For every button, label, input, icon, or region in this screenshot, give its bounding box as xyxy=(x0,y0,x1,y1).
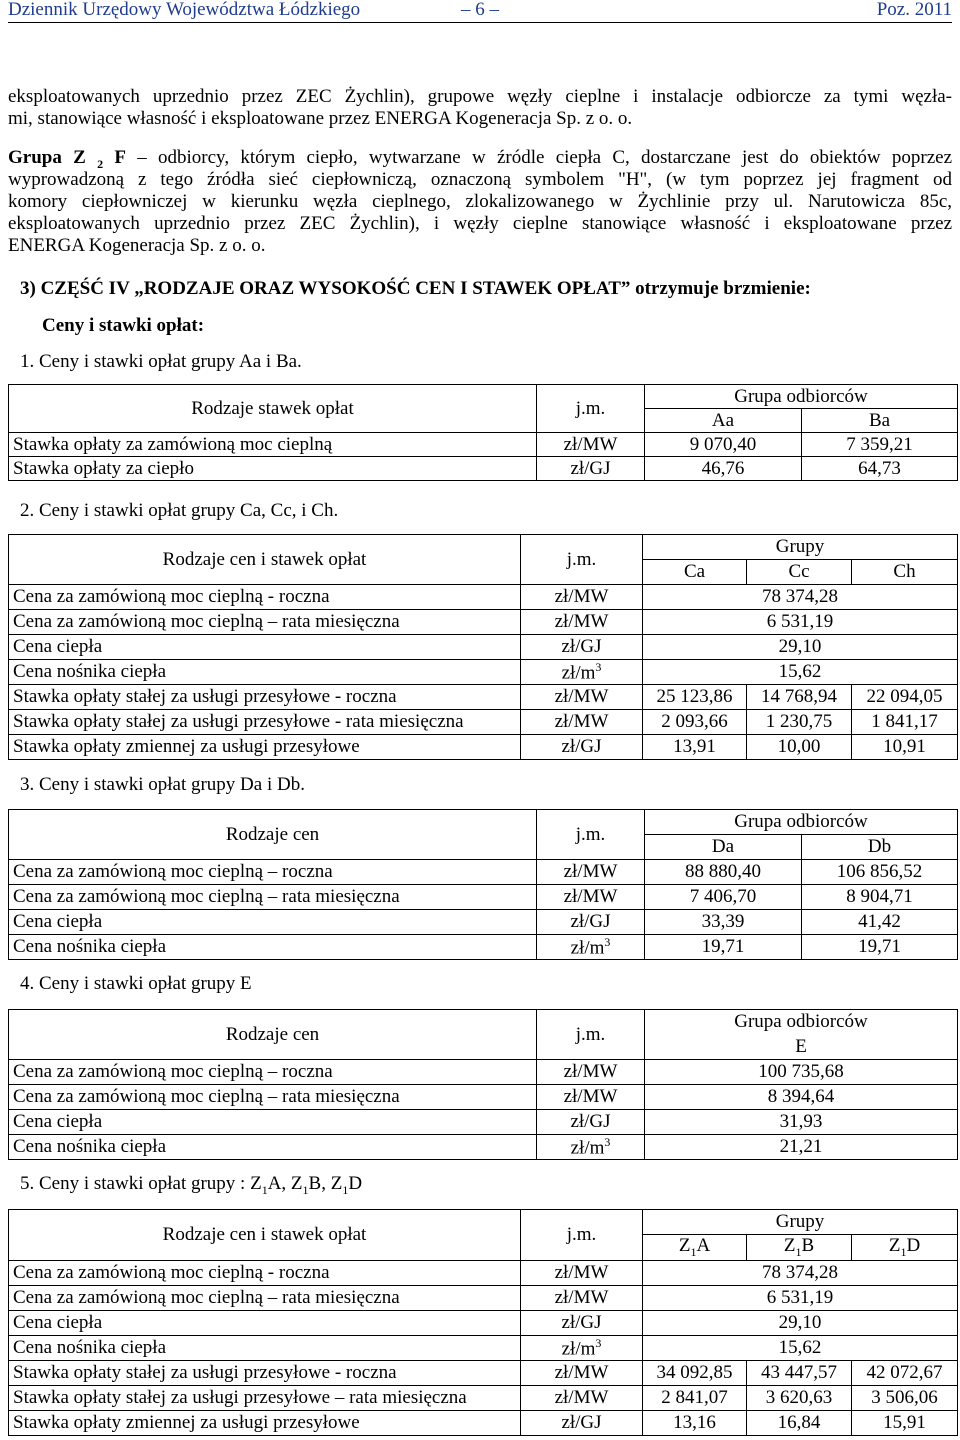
column-header: Cc xyxy=(747,560,852,585)
rate-unit: zł/GJ xyxy=(521,1310,643,1335)
rate-value: 21,21 xyxy=(645,1135,958,1160)
header-name: Rodzaje cen i stawek opłat xyxy=(9,535,521,585)
rate-name: Cena za zamówioną moc cieplną – rata miesięczna xyxy=(9,1285,521,1310)
rate-value: 2 093,66 xyxy=(643,710,747,735)
rate-value: 100 735,68 xyxy=(645,1060,958,1085)
table-row xyxy=(9,860,958,885)
rate-name: Cena nośnika ciepła xyxy=(9,1135,537,1160)
rate-value: 3 506,06 xyxy=(852,1386,958,1411)
rate-name: Cena ciepła xyxy=(9,635,521,660)
rate-value: 15,62 xyxy=(643,660,958,685)
rate-value: 15,62 xyxy=(643,1335,958,1360)
table-row xyxy=(9,660,958,685)
column-header: Db xyxy=(802,835,958,860)
rate-name: Cena ciepła xyxy=(9,1110,537,1135)
rate-value: 78 374,28 xyxy=(643,1260,958,1285)
rate-name: Cena za zamówioną moc cieplną – roczna xyxy=(9,860,537,885)
table5-caption: 5. Ceny i stawki opłat grupy : $Z_1A$, $Z_1B$, $Z_1D$ xyxy=(20,1173,363,1197)
rate-name: Cena za zamówioną moc cieplną – rata miesięczna xyxy=(9,610,521,635)
table-row xyxy=(9,610,958,635)
rate-unit: zł/MW xyxy=(521,1260,643,1285)
rate-unit: zł/MW xyxy=(537,860,645,885)
rate-value: 78 374,28 xyxy=(643,585,958,610)
header-unit: j.m. xyxy=(537,1010,645,1060)
rate-value: 7 406,70 xyxy=(645,885,802,910)
rate-name: Cena nośnika ciepła xyxy=(9,660,521,685)
rate-name: Cena za zamówioną moc cieplną – rata miesięczna xyxy=(9,885,537,910)
rate-value: 3 620,63 xyxy=(747,1386,852,1411)
intro-line: mi, stanowiące własność i eksploatowane przez ENERGA Kogeneracja Sp. z o. o. xyxy=(8,108,633,129)
column-header: E xyxy=(645,1035,958,1060)
rate-value: 43 447,57 xyxy=(747,1361,852,1386)
rate-value: 88 880,40 xyxy=(645,860,802,885)
table-row xyxy=(9,1310,958,1335)
table-row xyxy=(9,885,958,910)
table-row xyxy=(9,635,958,660)
table-da-db xyxy=(8,809,958,960)
column-header: Ca xyxy=(643,560,747,585)
header-name: Rodzaje cen i stawek opłat xyxy=(9,1210,521,1261)
table-row xyxy=(9,1060,958,1085)
rate-unit: zł/GJ xyxy=(537,457,645,481)
rate-name: Stawka opłaty za ciepło xyxy=(9,457,537,481)
group-z2f-line: wyprowadzoną z tego źródła sieć ciepłowniczą, oznaczoną symbolem "H", (w tym poprzez jej fragment od xyxy=(8,169,952,190)
rate-value: 6 531,19 xyxy=(643,610,958,635)
rate-unit: $zł/m^3$ xyxy=(537,1135,645,1160)
header-group: Grupy xyxy=(643,1210,958,1235)
rate-unit: zł/GJ xyxy=(537,910,645,935)
column-header: Ch xyxy=(852,560,958,585)
table-row xyxy=(9,735,958,760)
rate-unit: zł/GJ xyxy=(521,635,643,660)
table-row xyxy=(9,1386,958,1411)
rate-unit: zł/MW xyxy=(537,433,645,457)
rate-name: Stawka opłaty stałej za usługi przesyłowe – rata miesięczna xyxy=(9,1386,521,1411)
rate-value: 1 841,17 xyxy=(852,710,958,735)
section-subtitle: Ceny i stawki opłat: xyxy=(42,315,205,336)
group-z2f-paragraph xyxy=(8,147,952,257)
rate-unit: zł/MW xyxy=(521,710,643,735)
rate-value: 42 072,67 xyxy=(852,1361,958,1386)
rate-value: 8 904,71 xyxy=(802,885,958,910)
rate-value: 34 092,85 xyxy=(643,1361,747,1386)
column-header: Aa xyxy=(645,409,802,433)
table-aa-ba xyxy=(8,384,958,481)
journal-title: Dziennik Urzędowy Województwa Łódzkiego xyxy=(8,0,361,20)
table-row xyxy=(9,1361,958,1386)
group-z2f-label: Grupa Z $_2$ F xyxy=(8,147,126,171)
rate-unit: $zł/m^3$ xyxy=(521,1335,643,1360)
column-header: Ba xyxy=(802,409,958,433)
rate-name: Cena ciepła xyxy=(9,1310,521,1335)
rate-name: Cena ciepła xyxy=(9,910,537,935)
rate-value: 2 841,07 xyxy=(643,1386,747,1411)
header-name: Rodzaje cen xyxy=(9,810,537,860)
table-row xyxy=(9,685,958,710)
rate-unit: zł/MW xyxy=(521,1285,643,1310)
table3-caption: 3. Ceny i stawki opłat grupy Da i Db. xyxy=(20,774,305,795)
rate-unit: zł/MW xyxy=(537,1085,645,1110)
rate-value: 25 123,86 xyxy=(643,685,747,710)
column-header: $Z_1D$ xyxy=(852,1235,958,1261)
rate-unit: zł/GJ xyxy=(521,735,643,760)
rate-unit: zł/MW xyxy=(537,885,645,910)
rate-unit: $zł/m^3$ xyxy=(537,935,645,960)
rate-value: 13,91 xyxy=(643,735,747,760)
rate-name: Cena nośnika ciepła xyxy=(9,935,537,960)
rate-value: 29,10 xyxy=(643,1310,958,1335)
rate-value: 8 394,64 xyxy=(645,1085,958,1110)
rate-value: 41,42 xyxy=(802,910,958,935)
rate-unit: zł/MW xyxy=(537,1060,645,1085)
intro-line: eksploatowanych uprzednio przez ZEC Żychlin), grupowe węzły cieplne i instalacje odbiorcze za tymi węzła- xyxy=(8,86,952,107)
table-z1 xyxy=(8,1209,958,1436)
group-z2f-line: Grupa Z $_2$ F – odbiorcy, którym ciepło, wytwarzane w źródle ciepła C, dostarczane jest do obiektów poprzez xyxy=(8,147,953,171)
rate-value: 13,16 xyxy=(643,1411,747,1436)
rate-value: 33,39 xyxy=(645,910,802,935)
header-group: Grupa odbiorców xyxy=(645,810,958,835)
intro-paragraph xyxy=(8,86,952,130)
rate-value: 31,93 xyxy=(645,1110,958,1135)
rate-value: 7 359,21 xyxy=(802,433,958,457)
section-title: 3) CZĘŚĆ IV „RODZAJE ORAZ WYSOKOŚĆ CEN I STAWEK OPŁAT” otrzymuje brzmienie: xyxy=(20,278,811,299)
rate-unit: zł/MW xyxy=(521,610,643,635)
table-row xyxy=(9,1110,958,1135)
table-row xyxy=(9,910,958,935)
group-z2f-line: komory ciepłowniczej w kierunku węzła cieplnego, zlokalizowanego w Żychlinie przy ul. Narutowicza 85c, xyxy=(8,191,952,212)
rate-unit: $zł/m^3$ xyxy=(521,660,643,685)
rate-name: Cena za zamówioną moc cieplną – roczna xyxy=(9,1060,537,1085)
header-unit: j.m. xyxy=(537,810,645,860)
table-ca-cc-ch xyxy=(8,534,958,760)
rate-value: 22 094,05 xyxy=(852,685,958,710)
rate-value: 10,91 xyxy=(852,735,958,760)
rate-unit: zł/GJ xyxy=(537,1110,645,1135)
table-row xyxy=(9,1411,958,1436)
column-header: $Z_1B$ xyxy=(747,1235,852,1261)
header-name: Rodzaje cen xyxy=(9,1010,537,1060)
header-group: Grupy xyxy=(643,535,958,560)
header-unit: j.m. xyxy=(521,1210,643,1261)
rate-unit: zł/GJ xyxy=(521,1411,643,1436)
rate-value: 64,73 xyxy=(802,457,958,481)
rate-value: 19,71 xyxy=(645,935,802,960)
rate-value: 106 856,52 xyxy=(802,860,958,885)
table2-caption: 2. Ceny i stawki opłat grupy Ca, Cc, i Ch. xyxy=(20,500,339,521)
rate-value: 15,91 xyxy=(852,1411,958,1436)
rate-value: 10,00 xyxy=(747,735,852,760)
table-row xyxy=(9,433,958,457)
rate-name: Cena nośnika ciepła xyxy=(9,1335,521,1360)
table-row xyxy=(9,1135,958,1160)
column-header: $Z_1A$ xyxy=(643,1235,747,1261)
table4-caption: 4. Ceny i stawki opłat grupy E xyxy=(20,973,252,994)
table-row xyxy=(9,1335,958,1360)
table-row xyxy=(9,1285,958,1310)
rate-value: 9 070,40 xyxy=(645,433,802,457)
page-number: – 6 – xyxy=(461,0,499,20)
page-header xyxy=(8,0,952,23)
header-unit: j.m. xyxy=(537,385,645,433)
header-unit: j.m. xyxy=(521,535,643,585)
rate-name: Cena za zamówioną moc cieplną - roczna xyxy=(9,1260,521,1285)
rate-unit: zł/MW xyxy=(521,685,643,710)
table-row xyxy=(9,1260,958,1285)
rate-name: Stawka opłaty zmiennej za usługi przesyłowe xyxy=(9,1411,521,1436)
rate-name: Cena za zamówioną moc cieplną - roczna xyxy=(9,585,521,610)
rate-value: 16,84 xyxy=(747,1411,852,1436)
table-row xyxy=(9,1085,958,1110)
rate-value: 14 768,94 xyxy=(747,685,852,710)
group-z2f-line: eksploatowanych uprzednio przez ZEC Żychlin), i węzły cieplne stanowiące własność i eksploatowane przez xyxy=(8,213,952,234)
column-header: Da xyxy=(645,835,802,860)
rate-name: Stawka opłaty za zamówioną moc cieplną xyxy=(9,433,537,457)
rate-name: Stawka opłaty stałej za usługi przesyłowe - rata miesięczna xyxy=(9,710,521,735)
table-e xyxy=(8,1009,958,1160)
rate-name: Stawka opłaty zmiennej za usługi przesyłowe xyxy=(9,735,521,760)
rate-name: Stawka opłaty stałej za usługi przesyłowe - roczna xyxy=(9,685,521,710)
rate-unit: zł/MW xyxy=(521,585,643,610)
rate-unit: zł/MW xyxy=(521,1386,643,1411)
rate-value: 1 230,75 xyxy=(747,710,852,735)
rate-name: Stawka opłaty stałej za usługi przesyłowe - roczna xyxy=(9,1361,521,1386)
rate-unit: zł/MW xyxy=(521,1361,643,1386)
header-group: Grupa odbiorców xyxy=(645,1010,958,1035)
rate-value: 19,71 xyxy=(802,935,958,960)
group-z2f-line: ENERGA Kogeneracja Sp. z o. o. xyxy=(8,235,266,256)
table-row xyxy=(9,935,958,960)
rate-value: 6 531,19 xyxy=(643,1285,958,1310)
table1-caption: 1. Ceny i stawki opłat grupy Aa i Ba. xyxy=(20,351,302,372)
rate-value: 29,10 xyxy=(643,635,958,660)
table-row xyxy=(9,710,958,735)
item-number: Poz. 2011 xyxy=(876,0,952,20)
header-group: Grupa odbiorców xyxy=(645,385,958,409)
table-row xyxy=(9,585,958,610)
header-name: Rodzaje stawek opłat xyxy=(9,385,537,433)
rate-value: 46,76 xyxy=(645,457,802,481)
rate-name: Cena za zamówioną moc cieplną – rata miesięczna xyxy=(9,1085,537,1110)
table-row xyxy=(9,457,958,481)
